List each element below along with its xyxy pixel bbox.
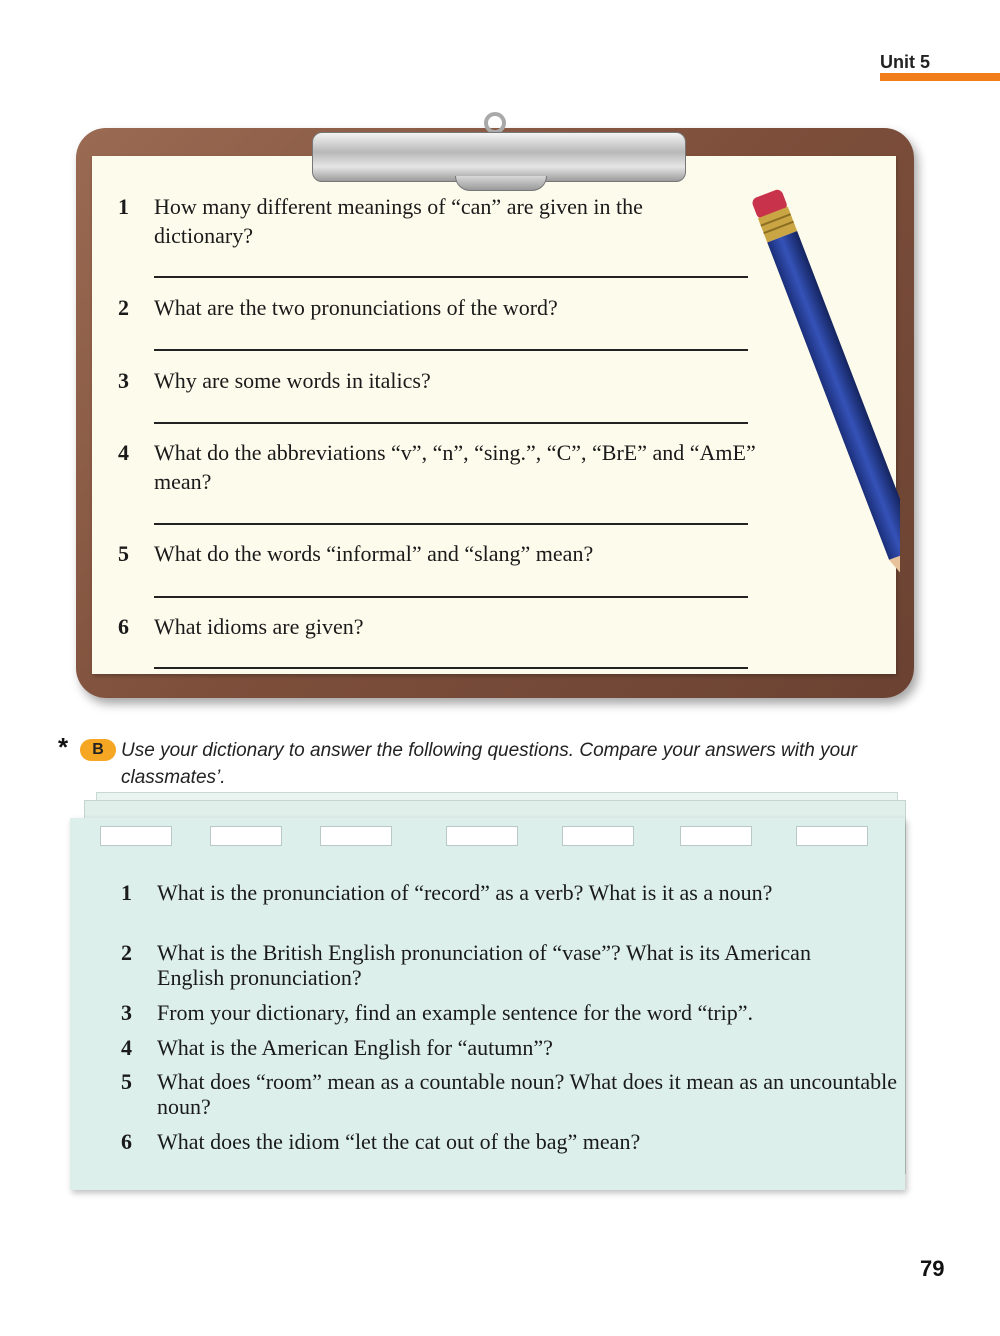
section-b-instruction: Use your dictionary to answer the following questions. Compare your answers with your classmates’.: [121, 740, 858, 788]
question-text: What does “room” mean as a countable noun? What does it mean as an uncountable noun?: [157, 1069, 897, 1119]
question-number: 2: [121, 940, 132, 965]
question-text: How many different meanings of “can” are given in the dictionary?: [154, 194, 643, 248]
question-text: From your dictionary, find an example sentence for the word “trip”.: [157, 1000, 754, 1025]
page-number: 79: [920, 1256, 945, 1281]
clipboard-clip-icon: [312, 132, 686, 182]
unit-label: Unit 5: [880, 52, 931, 72]
question-text: What do the words “informal” and “slang” mean?: [154, 541, 594, 566]
question-number: 6: [118, 614, 129, 639]
question-text: What does the idiom “let the cat out of the bag” mean?: [157, 1129, 641, 1154]
answer-line-2[interactable]: [154, 349, 748, 351]
question-number: 3: [118, 368, 129, 393]
answer-line-3[interactable]: [154, 422, 748, 424]
question-number: 1: [121, 880, 132, 905]
question-text: What is the British English pronunciation of “vase”? What is its American English pronunciation?: [157, 940, 811, 990]
clip-lever-icon: [455, 176, 547, 191]
section-badge-b: B: [80, 739, 116, 761]
unit-accent-bar: [880, 73, 1000, 81]
question-text: What idioms are given?: [154, 614, 364, 639]
question-number: 5: [121, 1069, 132, 1094]
card-tab-slot: [320, 826, 392, 846]
card-tab-slot: [100, 826, 172, 846]
clip-ring-icon: [484, 112, 506, 134]
answer-line-5[interactable]: [154, 596, 748, 598]
card-tab-slot: [680, 826, 752, 846]
answer-line-6[interactable]: [154, 667, 748, 669]
question-number: 4: [118, 440, 129, 465]
card-tab-slot: [562, 826, 634, 846]
question-number: 1: [118, 194, 129, 219]
card-tab-slot: [446, 826, 518, 846]
question-text: Why are some words in italics?: [154, 368, 431, 393]
question-text: What are the two pronunciations of the word?: [154, 295, 558, 320]
question-number: 4: [121, 1035, 132, 1060]
question-text: What is the pronunciation of “record” as a verb? What is it as a noun?: [157, 880, 773, 905]
question-number: 2: [118, 295, 129, 320]
pencil-icon: [740, 185, 900, 645]
answer-line-1[interactable]: [154, 276, 748, 278]
asterisk-marker: *: [58, 732, 69, 762]
question-number: 5: [118, 541, 129, 566]
question-number: 3: [121, 1000, 132, 1025]
question-text: What do the abbreviations “v”, “n”, “sing.”, “C”, “BrE” and “AmE” mean?: [154, 440, 756, 494]
card-tab-slot: [796, 826, 868, 846]
card-tab-slot: [210, 826, 282, 846]
answer-line-4[interactable]: [154, 523, 748, 525]
question-text: What is the American English for “autumn”?: [157, 1035, 553, 1060]
question-number: 6: [121, 1129, 132, 1154]
